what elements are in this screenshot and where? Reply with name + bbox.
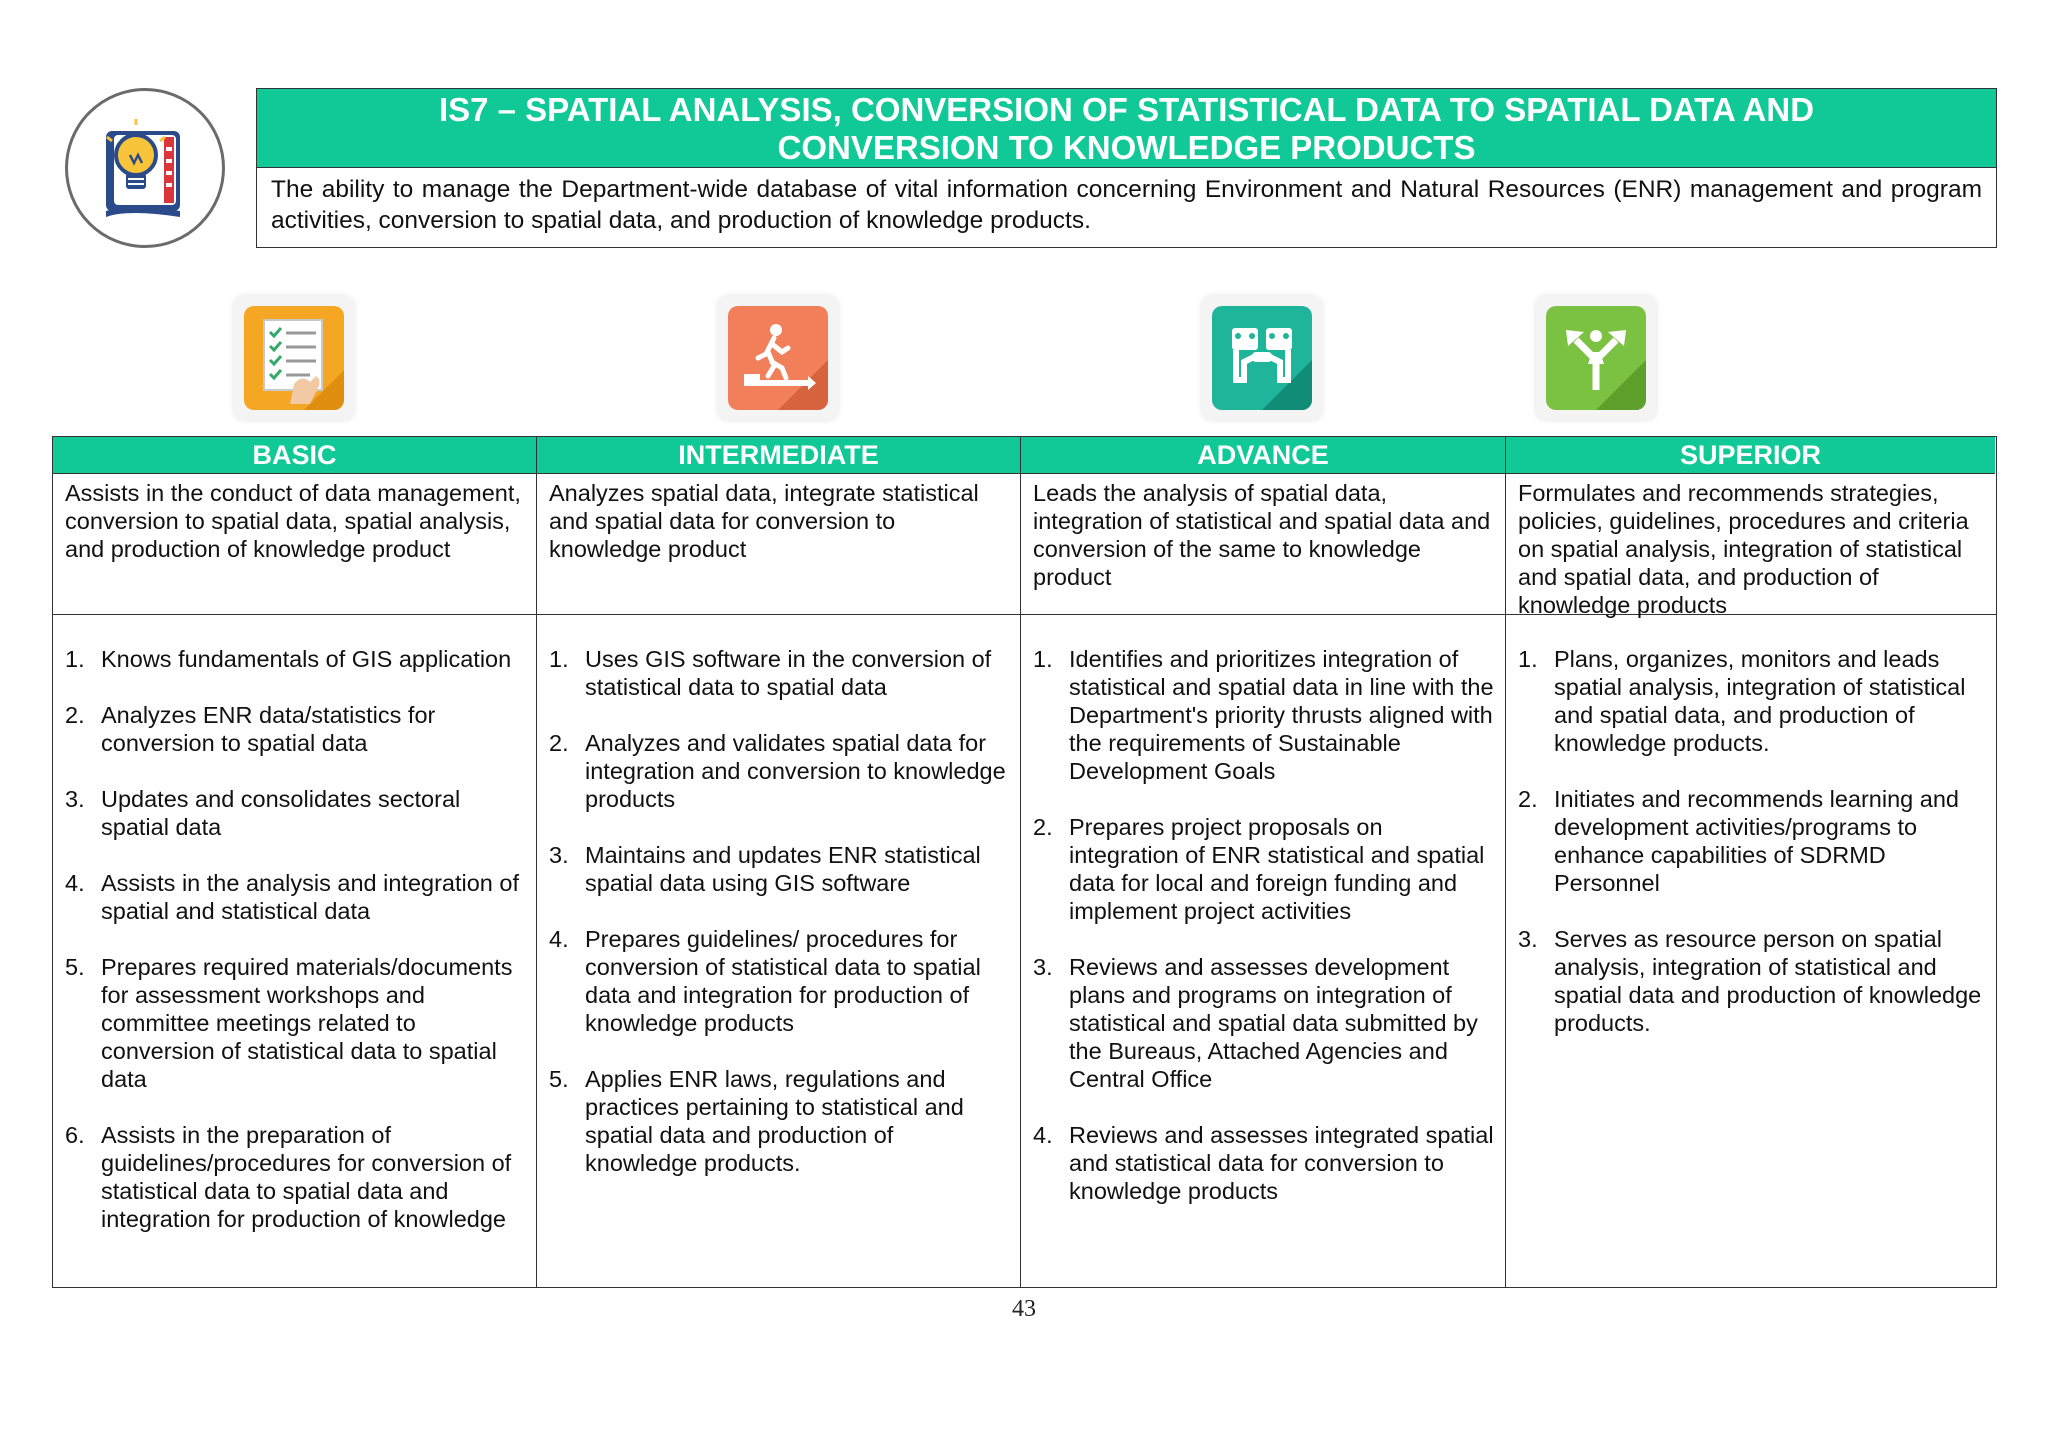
item-text: Assists in the analysis and integration of spatial and statistical data — [101, 870, 520, 924]
item-number: 3. — [1518, 926, 1538, 952]
lightbulb-book-icon — [68, 91, 222, 245]
list-item — [549, 729, 1010, 813]
person-climbing-steps-icon — [728, 306, 828, 410]
item-number: 2. — [1518, 786, 1538, 812]
superior-column-header: SUPERIOR — [1506, 437, 1995, 474]
item-number: 2. — [549, 730, 569, 756]
list-item — [1033, 953, 1495, 1093]
intermediate-description: Analyzes spatial data, integrate statistical and spatial data for conversion to knowledge product — [549, 480, 979, 562]
item-number: 1. — [1518, 646, 1538, 672]
advance-level-icon-frame — [1202, 296, 1322, 420]
competency-logo — [65, 88, 225, 248]
item-number: 6. — [65, 1122, 85, 1148]
list-item — [549, 1065, 1010, 1177]
item-number: 4. — [1033, 1122, 1053, 1148]
competency-title — [257, 89, 1996, 168]
item-number: 5. — [549, 1066, 569, 1092]
branching-arrows-icon — [1546, 306, 1646, 410]
list-item — [65, 785, 526, 841]
item-text: Plans, organizes, monitors and leads spatial analysis, integration of statistical and spatial data, and production of knowledge products. — [1554, 646, 1966, 756]
item-text: Updates and consolidates sectoral spatial data — [101, 786, 461, 840]
list-item — [1033, 645, 1495, 785]
basic-indicators — [53, 645, 536, 1261]
superior-indicators — [1506, 645, 1995, 1065]
list-item — [1518, 925, 1985, 1037]
advance-indicators — [1021, 645, 1505, 1233]
intermediate-column-header: INTERMEDIATE — [537, 437, 1020, 474]
item-text: Prepares project proposals on integration of ENR statistical and spatial data for local and foreign funding and implement project activities — [1069, 814, 1485, 924]
item-number: 2. — [1033, 814, 1053, 840]
item-text: Prepares guidelines/ procedures for conversion of statistical data to spatial data and integration for production of knowledge products — [585, 926, 981, 1036]
competency-levels-table — [52, 436, 1997, 1288]
basic-column-header: BASIC — [53, 437, 536, 474]
item-number: 3. — [549, 842, 569, 868]
item-text: Initiates and recommends learning and development activities/programs to enhance capabilities of SDRMD Personnel — [1554, 786, 1959, 896]
item-number: 1. — [1033, 646, 1053, 672]
list-item — [65, 701, 526, 757]
item-number: 3. — [65, 786, 85, 812]
item-number: 4. — [65, 870, 85, 896]
basic-description: Assists in the conduct of data management, conversion to spatial data, spatial analysis, and production of knowledge product — [65, 480, 521, 562]
list-item — [549, 925, 1010, 1037]
item-text: Serves as resource person on spatial analysis, integration of statistical and spatial data and production of knowledge products. — [1554, 926, 1982, 1036]
list-item — [65, 869, 526, 925]
page-number: 43 — [1012, 1296, 1036, 1322]
list-item — [65, 1121, 526, 1233]
item-text: Identifies and prioritizes integration of statistical and spatial data in line with the Department's priority thrusts aligned with the requirements of Sustainable Development Goals — [1069, 646, 1494, 784]
item-number: 3. — [1033, 954, 1053, 980]
list-item — [549, 645, 1010, 701]
superior-level-icon-frame — [1536, 296, 1656, 420]
competency-description: The ability to manage the Department-wide database of vital information concerning Environment and Natural Resources (ENR) management and program activities, conversion to spatial data, and production of knowledge products. — [271, 176, 1982, 234]
list-item — [1518, 785, 1985, 897]
item-text: Applies ENR laws, regulations and practices pertaining to statistical and spatial data and production of knowledge products. — [585, 1066, 964, 1176]
intermediate-level-icon-frame — [718, 296, 838, 420]
item-number: 2. — [65, 702, 85, 728]
title-line-1: IS7 – SPATIAL ANALYSIS, CONVERSION OF STATISTICAL DATA TO SPATIAL DATA AND — [438, 91, 1815, 128]
competency-header — [256, 88, 1997, 248]
item-text: Prepares required materials/documents for assessment workshops and committee meetings related to conversion of statistical data to spatial data — [101, 954, 513, 1092]
item-text: Uses GIS software in the conversion of statistical data to spatial data — [585, 646, 992, 700]
item-text: Analyzes ENR data/statistics for conversion to spatial data — [101, 702, 436, 756]
list-item — [1518, 645, 1985, 757]
item-number: 5. — [65, 954, 85, 980]
basic-level-icon-frame — [234, 296, 354, 420]
list-item — [65, 645, 526, 673]
item-number: 1. — [549, 646, 569, 672]
checklist-clipboard-icon — [244, 306, 344, 410]
advance-column-header: ADVANCE — [1021, 437, 1505, 474]
superior-description: Formulates and recommends strategies, policies, guidelines, procedures and criteria on spatial analysis, integration of statistical and spatial data, and production of knowledge products — [1518, 480, 1969, 618]
item-number: 4. — [549, 926, 569, 952]
item-number: 1. — [65, 646, 85, 672]
item-text: Maintains and updates ENR statistical spatial data using GIS software — [585, 842, 981, 896]
list-item — [1033, 813, 1495, 925]
list-item — [65, 953, 526, 1093]
intermediate-indicators — [537, 645, 1020, 1205]
title-line-2: CONVERSION TO KNOWLEDGE PRODUCTS — [777, 129, 1476, 166]
item-text: Knows fundamentals of GIS application — [101, 646, 512, 672]
handshake-people-icon — [1212, 306, 1312, 410]
item-text: Reviews and assesses integrated spatial and statistical data for conversion to knowledge products — [1069, 1122, 1494, 1204]
list-item — [549, 841, 1010, 897]
list-item — [1033, 1121, 1495, 1205]
item-text: Analyzes and validates spatial data for integration and conversion to knowledge products — [585, 730, 1006, 812]
item-text: Assists in the preparation of guidelines/procedures for conversion of statistical data to spatial data and integration for production of knowledge — [101, 1122, 512, 1232]
advance-description: Leads the analysis of spatial data, integration of statistical and spatial data and conversion of the same to knowledge product — [1033, 480, 1491, 590]
item-text: Reviews and assesses development plans and programs on integration of statistical and spatial data submitted by the Bureaus, Attached Agencies and Central Office — [1069, 954, 1478, 1092]
